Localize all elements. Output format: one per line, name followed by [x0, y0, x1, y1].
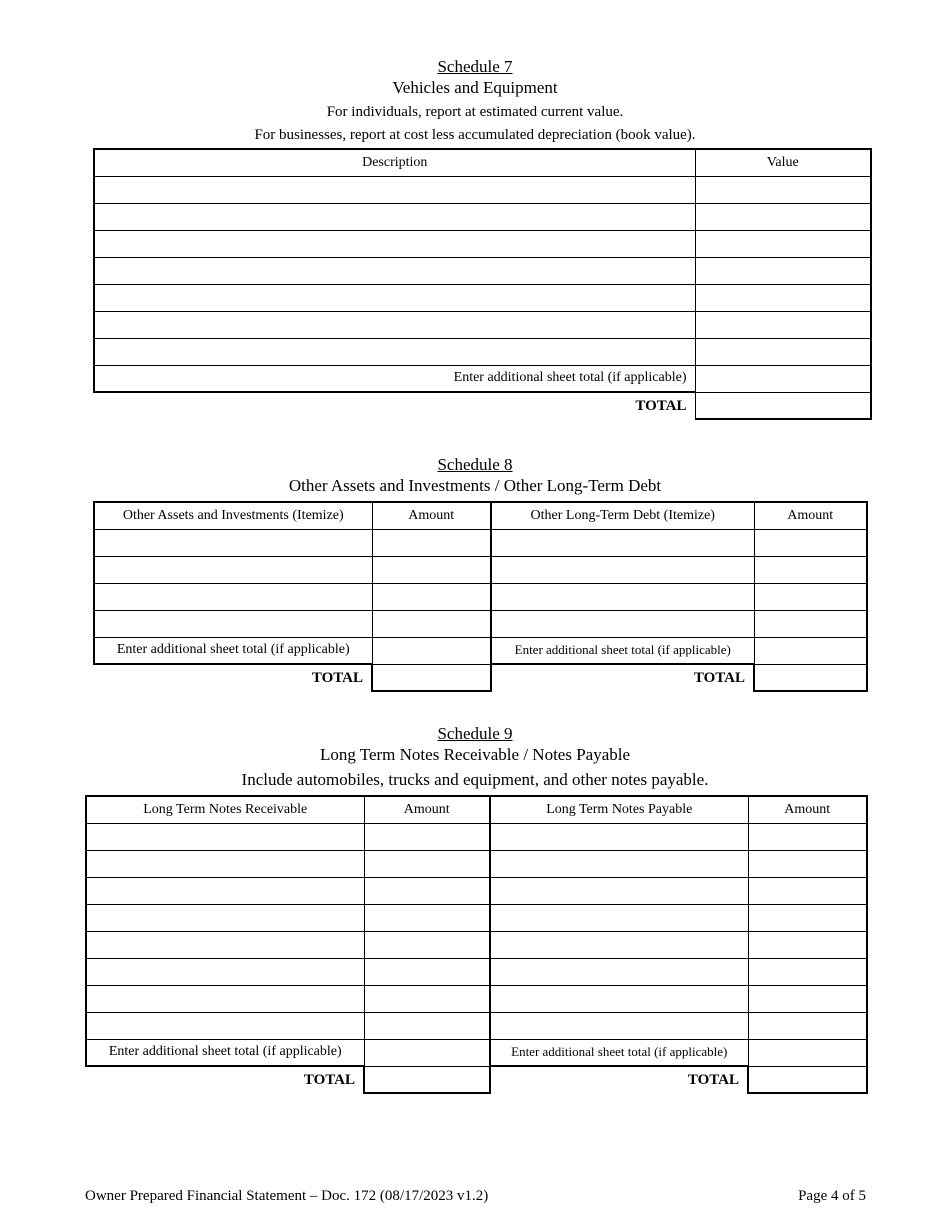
asset-amount-cell[interactable] — [372, 529, 491, 556]
receivable-cell[interactable] — [86, 985, 364, 1012]
header-description: Description — [94, 149, 695, 176]
payable-cell[interactable] — [490, 850, 748, 877]
debt-amount-cell[interactable] — [754, 610, 867, 637]
receivable-cell[interactable] — [86, 904, 364, 931]
asset-cell[interactable] — [94, 610, 372, 637]
value-cell[interactable] — [695, 176, 871, 203]
payable-amount-cell[interactable] — [748, 958, 867, 985]
payable-cell[interactable] — [490, 877, 748, 904]
header-assets: Other Assets and Investments (Itemize) — [94, 502, 372, 529]
payable-cell[interactable] — [490, 823, 748, 850]
payable-amount-cell[interactable] — [748, 985, 867, 1012]
header-amount-receivable: Amount — [364, 796, 490, 823]
additional-sheet-label-debt: Enter additional sheet total (if applicable) — [491, 637, 754, 664]
asset-cell[interactable] — [94, 529, 372, 556]
asset-amount-cell[interactable] — [372, 583, 491, 610]
asset-cell[interactable] — [94, 556, 372, 583]
additional-sheet-label-assets: Enter additional sheet total (if applicable) — [94, 637, 372, 664]
receivable-amount-cell[interactable] — [364, 931, 490, 958]
receivable-amount-cell[interactable] — [364, 904, 490, 931]
schedule9-note: Include automobiles, trucks and equipment, and other notes payable. — [241, 770, 709, 789]
payable-cell[interactable] — [490, 931, 748, 958]
description-cell[interactable] — [94, 311, 695, 338]
asset-amount-cell[interactable] — [372, 610, 491, 637]
value-cell[interactable] — [695, 230, 871, 257]
debt-amount-cell[interactable] — [754, 583, 867, 610]
schedule8-title: Other Assets and Investments / Other Long-Term Debt — [288, 476, 662, 495]
description-cell[interactable] — [94, 230, 695, 257]
total-label-assets: TOTAL — [94, 664, 372, 691]
total-value-payable[interactable] — [748, 1066, 867, 1093]
debt-cell[interactable] — [491, 556, 754, 583]
payable-cell[interactable] — [490, 904, 748, 931]
receivable-cell[interactable] — [86, 823, 364, 850]
asset-amount-cell[interactable] — [372, 556, 491, 583]
description-cell[interactable] — [94, 284, 695, 311]
header-amount-debt: Amount — [754, 502, 867, 529]
description-cell[interactable] — [94, 257, 695, 284]
total-value-receivable[interactable] — [364, 1066, 490, 1093]
schedule7-title: Vehicles and Equipment — [392, 78, 558, 97]
additional-sheet-label: Enter additional sheet total (if applicable) — [94, 365, 695, 392]
header-amount-assets: Amount — [372, 502, 491, 529]
receivable-amount-cell[interactable] — [364, 823, 490, 850]
receivable-amount-cell[interactable] — [364, 985, 490, 1012]
schedule7-table — [93, 148, 872, 420]
value-cell[interactable] — [695, 338, 871, 365]
description-cell[interactable] — [94, 203, 695, 230]
payable-amount-cell[interactable] — [748, 1012, 867, 1039]
value-cell[interactable] — [695, 257, 871, 284]
header-debt: Other Long-Term Debt (Itemize) — [491, 502, 754, 529]
payable-amount-cell[interactable] — [748, 823, 867, 850]
additional-sheet-value-debt[interactable] — [754, 637, 867, 664]
additional-sheet-value[interactable] — [695, 365, 871, 392]
value-cell[interactable] — [695, 311, 871, 338]
total-value[interactable] — [695, 392, 871, 419]
total-value-debt[interactable] — [754, 664, 867, 691]
payable-amount-cell[interactable] — [748, 877, 867, 904]
debt-cell[interactable] — [491, 610, 754, 637]
receivable-amount-cell[interactable] — [364, 877, 490, 904]
total-value-assets[interactable] — [372, 664, 491, 691]
header-value: Value — [695, 149, 871, 176]
schedule8-number: Schedule 8 — [437, 455, 513, 474]
additional-sheet-label-payable: Enter additional sheet total (if applicable) — [490, 1039, 748, 1066]
total-label-receivable: TOTAL — [86, 1066, 364, 1093]
receivable-cell[interactable] — [86, 1012, 364, 1039]
debt-amount-cell[interactable] — [754, 556, 867, 583]
total-label-payable: TOTAL — [490, 1066, 748, 1093]
payable-cell[interactable] — [490, 958, 748, 985]
schedule7-number: Schedule 7 — [437, 57, 513, 76]
schedule9-table — [85, 795, 868, 1094]
footer-document-id: Owner Prepared Financial Statement – Doc. 172 (08/17/2023 v1.2) — [85, 1188, 489, 1204]
receivable-amount-cell[interactable] — [364, 958, 490, 985]
value-cell[interactable] — [695, 284, 871, 311]
description-cell[interactable] — [94, 338, 695, 365]
payable-amount-cell[interactable] — [748, 931, 867, 958]
header-payable: Long Term Notes Payable — [490, 796, 748, 823]
receivable-amount-cell[interactable] — [364, 850, 490, 877]
additional-sheet-value-payable[interactable] — [748, 1039, 867, 1066]
value-cell[interactable] — [695, 203, 871, 230]
asset-cell[interactable] — [94, 583, 372, 610]
receivable-cell[interactable] — [86, 958, 364, 985]
payable-amount-cell[interactable] — [748, 850, 867, 877]
description-cell[interactable] — [94, 176, 695, 203]
footer-page-number: Page 4 of 5 — [798, 1188, 866, 1204]
schedule9-title: Long Term Notes Receivable / Notes Payable — [319, 745, 631, 764]
schedule7-note2: For businesses, report at cost less accumulated depreciation (book value). — [254, 127, 696, 143]
schedule9-number: Schedule 9 — [437, 724, 513, 743]
schedule8-table — [93, 501, 868, 692]
additional-sheet-value-receivable[interactable] — [364, 1039, 490, 1066]
total-label: TOTAL — [94, 392, 695, 419]
receivable-amount-cell[interactable] — [364, 1012, 490, 1039]
payable-amount-cell[interactable] — [748, 904, 867, 931]
debt-cell[interactable] — [491, 583, 754, 610]
additional-sheet-value-assets[interactable] — [372, 637, 491, 664]
receivable-cell[interactable] — [86, 850, 364, 877]
additional-sheet-label-receivable: Enter additional sheet total (if applicable) — [86, 1039, 364, 1066]
total-label-debt: TOTAL — [491, 664, 754, 691]
payable-cell[interactable] — [490, 1012, 748, 1039]
debt-cell[interactable] — [491, 529, 754, 556]
payable-cell[interactable] — [490, 985, 748, 1012]
debt-amount-cell[interactable] — [754, 529, 867, 556]
header-amount-payable: Amount — [748, 796, 867, 823]
receivable-cell[interactable] — [86, 931, 364, 958]
receivable-cell[interactable] — [86, 877, 364, 904]
header-receivable: Long Term Notes Receivable — [86, 796, 364, 823]
schedule7-note1: For individuals, report at estimated current value. — [326, 104, 624, 120]
